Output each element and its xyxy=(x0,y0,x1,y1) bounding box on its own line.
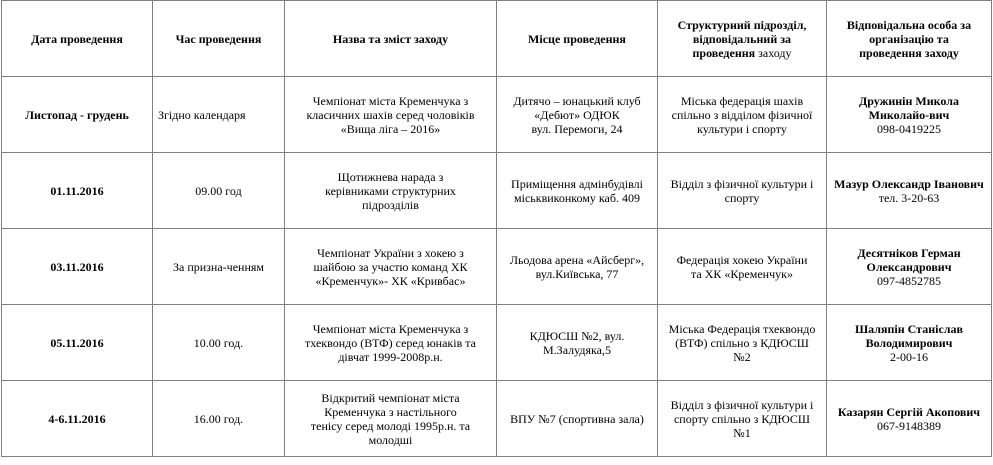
row-place-line1: КДЮСШ №2, вул. xyxy=(529,328,625,343)
row-date: 03.11.2016 xyxy=(2,229,153,305)
events-table xyxy=(1,0,992,457)
header-department-line1: Структурний підрозділ, xyxy=(677,17,807,32)
row-place xyxy=(497,77,658,153)
row-person-name: Казарян Сергій Акопович xyxy=(837,404,981,419)
row-department: Федерація хокею України та ХК «Кременчук» xyxy=(658,229,827,305)
row-event: Чемпіонат міста Кременчука з тхеквондо (ВТФ) серед юнаків та дівчат 1999-2008р.н. xyxy=(285,305,497,381)
row-date: Листопад - грудень xyxy=(2,77,153,153)
row-time: За призна-ченням xyxy=(153,229,285,305)
row-place xyxy=(497,305,658,381)
row-place-line1: Дитячо – юнацький клуб xyxy=(513,93,641,108)
row-person xyxy=(827,381,992,457)
row-time: 09.00 год xyxy=(153,153,285,229)
row-place-line2: М.Залудяка,5 xyxy=(543,342,611,357)
row-date: 01.11.2016 xyxy=(2,153,153,229)
row-department: Відділ з фізичної культури і спорту xyxy=(658,153,827,229)
header-department-line3b: заходу xyxy=(758,45,792,60)
row-person-phone: тел. 3-20-63 xyxy=(878,190,940,205)
row-person xyxy=(827,77,992,153)
row-person-name: Дружинін Микола Миколайо-вич xyxy=(859,93,959,122)
row-place-line3: вул. Перемоги, 24 xyxy=(531,121,623,136)
header-person: Відповідальна особа за організацію та проведення заходу xyxy=(827,1,992,77)
row-place-line2: міськвиконкому каб. 409 xyxy=(514,190,640,205)
row-time: Згідно календаря xyxy=(153,77,285,153)
row-place xyxy=(497,381,658,457)
header-department xyxy=(658,1,827,77)
row-person xyxy=(827,153,992,229)
table-row xyxy=(2,153,992,229)
row-person xyxy=(827,229,992,305)
row-person-phone: 097-4852785 xyxy=(877,273,941,288)
table-row xyxy=(2,305,992,381)
row-event: Чемпіонат України з хокею з шайбою за участю команд ХК «Кременчук»- ХК «Кривбас» xyxy=(285,229,497,305)
table-row xyxy=(2,229,992,305)
row-place-line1: Льодова арена «Айсберг», xyxy=(509,252,645,267)
header-time: Час проведення xyxy=(153,1,285,77)
row-date: 4-6.11.2016 xyxy=(2,381,153,457)
row-place-line1: ВПУ №7 (спортивна зала) xyxy=(510,411,644,426)
header-department-line2: відповідальний за xyxy=(692,31,792,46)
header-row xyxy=(2,1,992,77)
table-row xyxy=(2,77,992,153)
row-department: Міська Федерація тхеквондо (ВТФ) спільно з КДЮСШ №2 xyxy=(658,305,827,381)
row-person-name: Десятніков Герман Олександрович xyxy=(857,245,961,274)
row-event: Щотижнева нарада з керівниками структурних підрозділів xyxy=(285,153,497,229)
row-event: Чемпіонат міста Кременчука з класичних шахів серед чоловіків «Вища ліга – 2016» xyxy=(285,77,497,153)
row-event: Відкритий чемпіонат міста Кременчука з настільного тенісу серед молоді 1995р.н. та молодші xyxy=(285,381,497,457)
header-date: Дата проведення xyxy=(2,1,153,77)
row-place-line2: вул.Київська, 77 xyxy=(535,266,619,281)
row-person-phone: 2-00-16 xyxy=(890,349,928,364)
row-department: Відділ з фізичної культури і спорту спільно з КДЮСШ №1 xyxy=(658,381,827,457)
row-time: 16.00 год. xyxy=(153,381,285,457)
table-row xyxy=(2,381,992,457)
row-person-phone: 098-0419225 xyxy=(877,121,941,136)
row-place-line1: Приміщення адмінбудівлі xyxy=(511,176,643,191)
row-person-phone: 067-9148389 xyxy=(877,418,941,433)
row-place xyxy=(497,229,658,305)
row-time: 10.00 год. xyxy=(153,305,285,381)
row-person-name: Шаляпін Станіслав Володимирович xyxy=(854,321,963,350)
row-place-line2: «Дебют» ОДЮК xyxy=(534,107,620,122)
row-date: 05.11.2016 xyxy=(2,305,153,381)
header-department-line3: проведення xyxy=(692,45,756,60)
row-person-name: Мазур Олександр Іванович xyxy=(834,176,984,191)
header-event: Назва та зміст заходу xyxy=(285,1,497,77)
row-place xyxy=(497,153,658,229)
row-department: Міська федерація шахів спільно з відділом фізичної культури і спорту xyxy=(658,77,827,153)
header-place: Місце проведення xyxy=(497,1,658,77)
row-person xyxy=(827,305,992,381)
